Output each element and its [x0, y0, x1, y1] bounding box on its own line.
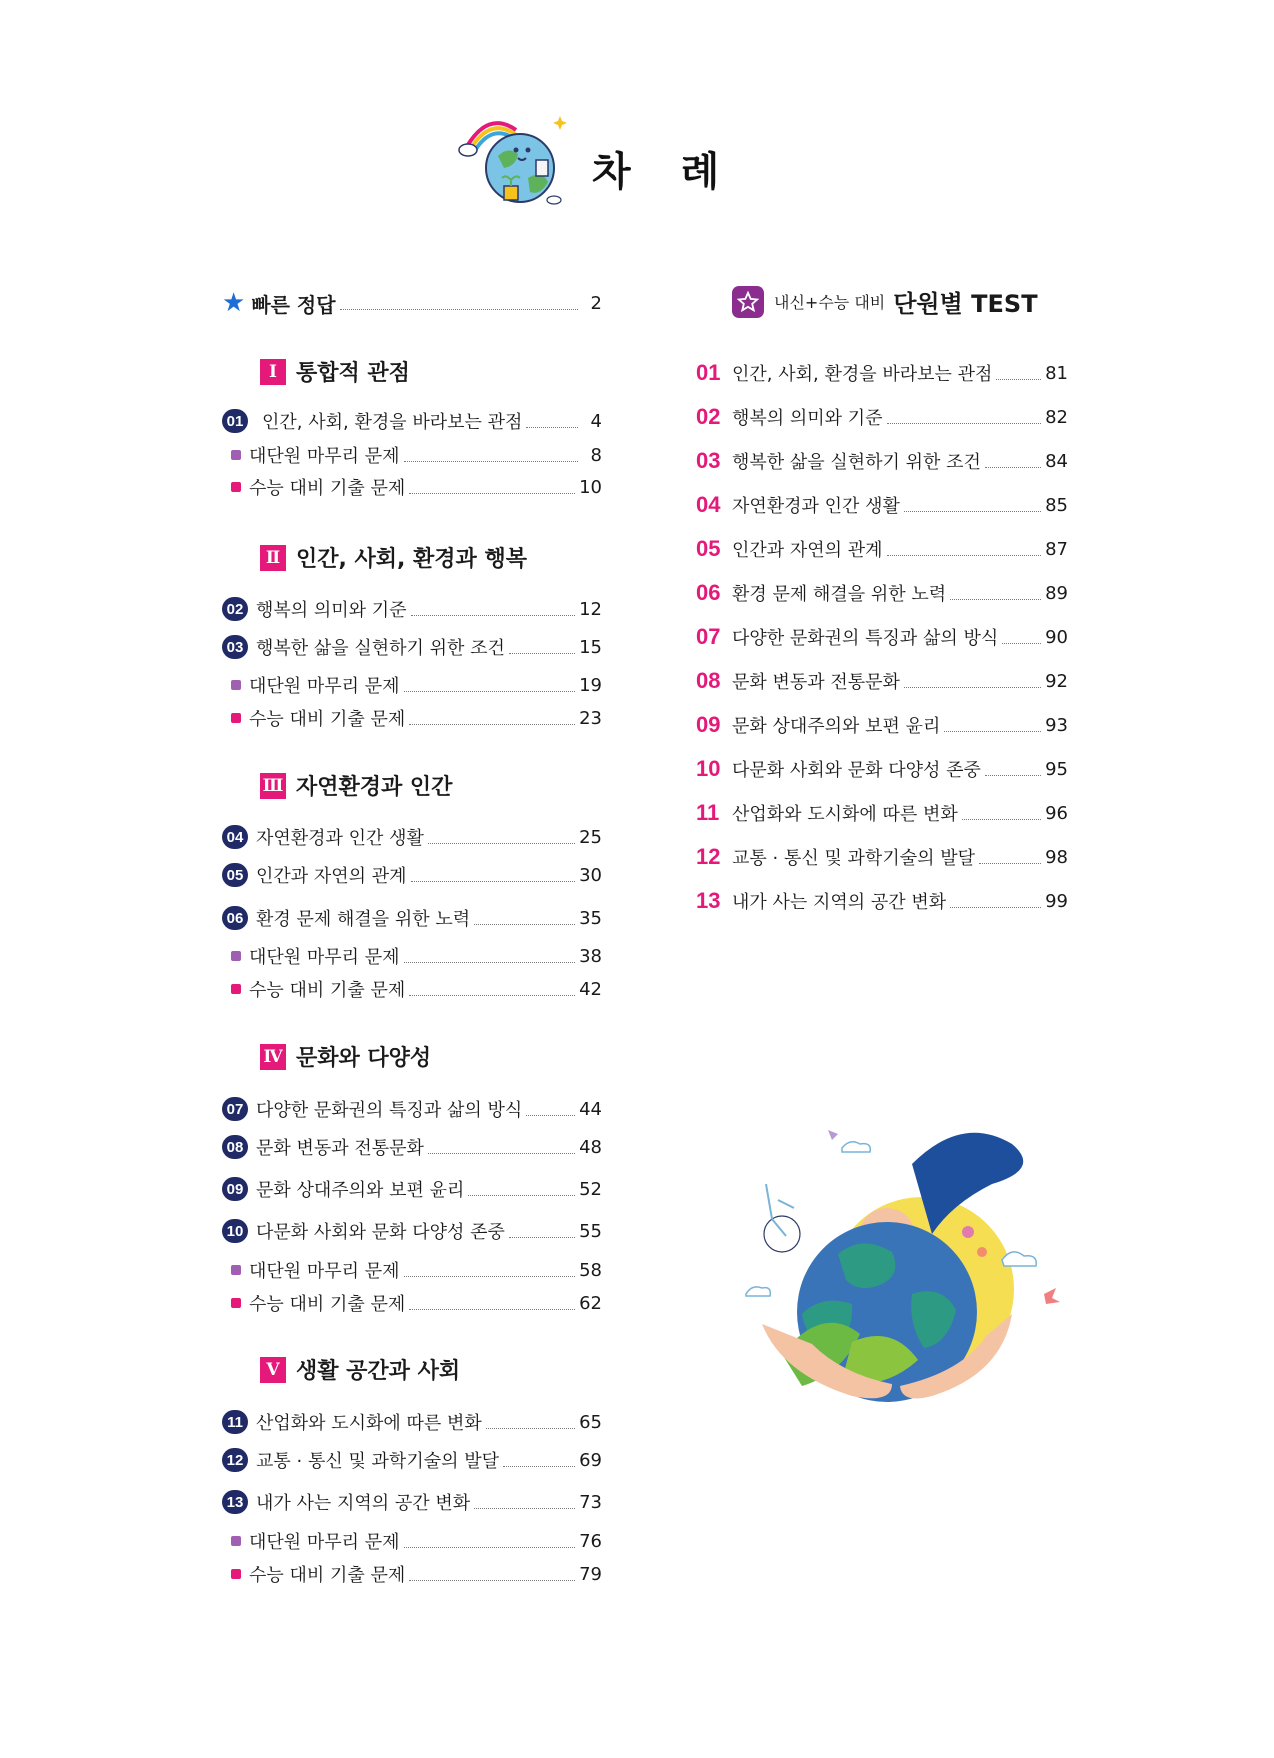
lesson-number-badge: 05 [222, 863, 248, 887]
dot-leader [411, 881, 576, 882]
entry-label: 대단원 마무리 문제 [249, 1532, 400, 1553]
test-number: 07 [696, 624, 721, 649]
entry-label: 교통 · 통신 및 과학기술의 발달 [732, 848, 975, 869]
entry-label: 다양한 문화권의 특징과 삶의 방식 [256, 1100, 523, 1121]
test-entry[interactable] [696, 402, 1068, 432]
page-number: 55 [579, 1220, 602, 1242]
test-entry[interactable] [696, 666, 1068, 696]
dot-leader [904, 687, 1041, 688]
dot-leader [404, 691, 576, 692]
test-number: 02 [696, 404, 721, 429]
entry-label: 자연환경과 인간 생활 [732, 496, 900, 517]
dot-leader [409, 1580, 575, 1581]
unit-title: 문화와 다양성 [296, 1046, 432, 1071]
test-number: 01 [696, 360, 721, 385]
dot-leader [404, 461, 578, 462]
purple-square-bullet-icon [231, 1265, 241, 1275]
test-number: 11 [696, 800, 720, 825]
entry-label: 자연환경과 인간 생활 [256, 828, 424, 849]
unit-title: 인간, 사회, 환경과 행복 [296, 547, 527, 572]
entry-label: 문화 상대주의와 보편 윤리 [732, 716, 941, 737]
page-number: 96 [1045, 802, 1068, 824]
lesson-number-badge: 06 [222, 906, 248, 930]
page-number: 69 [579, 1449, 602, 1471]
entry-label: 수능 대비 기출 문제 [249, 1294, 406, 1315]
test-number: 10 [696, 756, 721, 781]
page-number: 84 [1045, 450, 1068, 472]
entry-label: 환경 문제 해결을 위한 노력 [732, 584, 947, 605]
test-number: 09 [696, 712, 721, 737]
entry-label: 다문화 사회와 문화 다양성 존중 [256, 1222, 505, 1243]
test-section-title: 단원별 TEST [893, 290, 1038, 318]
page-number: 99 [1045, 890, 1068, 912]
dot-leader [979, 863, 1041, 864]
page-number: 48 [579, 1136, 602, 1158]
toc-entry[interactable] [222, 440, 602, 470]
toc-entry[interactable] [222, 974, 602, 1004]
entry-label: 문화 변동과 전통문화 [732, 672, 900, 693]
page-number: 92 [1045, 670, 1068, 692]
page-number: 81 [1045, 362, 1068, 384]
toc-entry[interactable] [222, 1407, 602, 1437]
page-number: 52 [579, 1178, 602, 1200]
entry-label: 산업화와 도시화에 따른 변화 [256, 1413, 482, 1434]
page-number: 95 [1045, 758, 1068, 780]
pink-square-bullet-icon [231, 713, 241, 723]
test-entry[interactable] [696, 798, 1068, 828]
toc-entry[interactable] [222, 822, 602, 852]
test-section-small-label: 내신+수능 대비 [774, 293, 886, 312]
lesson-number-badge: 10 [222, 1219, 248, 1243]
toc-entry[interactable] [222, 670, 602, 700]
entry-label: 대단원 마무리 문제 [249, 676, 400, 697]
purple-square-bullet-icon [231, 951, 241, 961]
page-number: 15 [579, 636, 602, 658]
lesson-number-badge: 09 [222, 1177, 248, 1201]
toc-entry[interactable] [222, 1445, 602, 1475]
test-entry[interactable] [696, 490, 1068, 520]
dot-leader [404, 962, 576, 963]
dot-leader [468, 1195, 575, 1196]
page-number: 25 [579, 826, 602, 848]
entry-label: 대단원 마무리 문제 [249, 446, 400, 467]
entry-label: 행복의 의미와 기준 [256, 600, 407, 621]
unit-heading-1 [260, 356, 410, 387]
dot-leader [985, 775, 1041, 776]
test-number: 13 [696, 888, 721, 913]
entry-label: 내가 사는 지역의 공간 변화 [732, 892, 947, 913]
entry-label: 대단원 마무리 문제 [249, 1261, 400, 1282]
roman-numeral-badge: Ⅳ [260, 1044, 286, 1070]
unit-title: 통합적 관점 [296, 361, 410, 386]
page-number: 89 [1045, 582, 1068, 604]
entry-label: 문화 변동과 전통문화 [256, 1138, 424, 1159]
toc-entry[interactable] [222, 632, 602, 662]
page-number: 35 [579, 907, 602, 929]
star-icon: ★ [222, 288, 246, 318]
roman-numeral-badge: Ⅱ [260, 545, 286, 571]
page-number: 30 [579, 864, 602, 886]
dot-leader [428, 843, 575, 844]
dot-leader [985, 467, 1041, 468]
quick-answer-row[interactable] [222, 288, 602, 318]
page-number: 23 [579, 707, 602, 729]
girl-hugging-earth-illustration [742, 1124, 1072, 1424]
page-number: 4 [590, 410, 602, 432]
page-number: 42 [579, 978, 602, 1000]
entry-label: 인간과 자연의 관계 [256, 866, 407, 887]
roman-numeral-badge: Ⅲ [260, 773, 286, 799]
toc-entry[interactable] [222, 1216, 602, 1246]
unit-title: 자연환경과 인간 [296, 775, 453, 800]
unit-heading-5 [260, 1354, 460, 1385]
lesson-number-badge: 12 [222, 1448, 248, 1472]
test-number: 04 [696, 492, 721, 517]
entry-label: 대단원 마무리 문제 [249, 947, 400, 968]
entry-label: 산업화와 도시화에 따른 변화 [732, 804, 958, 825]
dot-leader [428, 1153, 575, 1154]
entry-label: 다양한 문화권의 특징과 삶의 방식 [732, 628, 999, 649]
entry-label: 인간, 사회, 환경을 바라보는 관점 [262, 412, 523, 433]
toc-entry[interactable] [222, 472, 602, 502]
dot-leader [340, 309, 578, 310]
page-number: 19 [579, 674, 602, 696]
pink-square-bullet-icon [231, 1569, 241, 1579]
pink-square-bullet-icon [231, 482, 241, 492]
test-number: 08 [696, 668, 721, 693]
page-number: 44 [579, 1098, 602, 1120]
toc-entry[interactable] [222, 1255, 602, 1285]
roman-numeral-badge: Ⅴ [260, 1357, 286, 1383]
dot-leader [404, 1276, 576, 1277]
toc-entry[interactable] [222, 406, 602, 436]
dot-leader [486, 1428, 575, 1429]
toc-entry[interactable] [222, 703, 602, 733]
entry-label: 행복한 삶을 실현하기 위한 조건 [732, 452, 981, 473]
lesson-number-badge: 01 [222, 409, 248, 433]
test-entry[interactable] [696, 578, 1068, 608]
entry-label: 내가 사는 지역의 공간 변화 [256, 1493, 471, 1514]
purple-square-bullet-icon [231, 450, 241, 460]
purple-square-bullet-icon [231, 1536, 241, 1546]
toc-entry[interactable] [222, 1526, 602, 1556]
lesson-number-badge: 13 [222, 1490, 248, 1514]
entry-label: 행복한 삶을 실현하기 위한 조건 [256, 638, 505, 659]
page-number: 58 [579, 1259, 602, 1281]
page-title: 차 례 [592, 149, 738, 195]
lesson-number-badge: 08 [222, 1135, 248, 1159]
test-entry[interactable] [696, 842, 1068, 872]
entry-label: 수능 대비 기출 문제 [249, 709, 406, 730]
dot-leader [409, 1309, 575, 1310]
lesson-number-badge: 11 [222, 1410, 248, 1434]
page-number: 62 [579, 1292, 602, 1314]
dot-leader [1002, 643, 1041, 644]
toc-entry[interactable] [222, 594, 602, 624]
pink-square-bullet-icon [231, 984, 241, 994]
dot-leader [509, 1237, 575, 1238]
quick-answer-label: 빠른 정답 [251, 292, 336, 317]
page-number: 82 [1045, 406, 1068, 428]
entry-label: 수능 대비 기출 문제 [249, 478, 406, 499]
test-entry[interactable] [696, 710, 1068, 740]
entry-label: 환경 문제 해결을 위한 노력 [256, 909, 471, 930]
table-of-contents-main [222, 0, 602, 1758]
dot-leader [474, 1508, 575, 1509]
test-entry[interactable] [696, 886, 1068, 916]
dot-leader [950, 599, 1041, 600]
unit-title: 생활 공간과 사회 [296, 1359, 461, 1384]
dot-leader [509, 653, 575, 654]
test-number: 06 [696, 580, 721, 605]
test-number: 12 [696, 844, 721, 869]
dot-leader [887, 423, 1042, 424]
page-number: 90 [1045, 626, 1068, 648]
lesson-number-badge: 02 [222, 597, 248, 621]
page-number: 2 [590, 292, 602, 314]
page-number: 38 [579, 945, 602, 967]
toc-entry[interactable] [222, 860, 602, 890]
unit-heading-2 [260, 542, 527, 573]
dot-leader [409, 724, 575, 725]
page-number: 87 [1045, 538, 1068, 560]
page-number: 98 [1045, 846, 1068, 868]
toc-entry[interactable] [222, 1132, 602, 1162]
dot-leader [904, 511, 1041, 512]
entry-label: 행복의 의미와 기준 [732, 408, 883, 429]
page-number: 73 [579, 1491, 602, 1513]
dot-leader [526, 427, 578, 428]
dot-leader [887, 555, 1042, 556]
dot-leader [996, 379, 1041, 380]
toc-entry[interactable] [222, 1559, 602, 1589]
test-entry[interactable] [696, 622, 1068, 652]
page-number: 76 [579, 1530, 602, 1552]
page-number: 10 [579, 476, 602, 498]
toc-entry[interactable] [222, 1487, 602, 1517]
dot-leader [944, 731, 1041, 732]
entry-label: 다문화 사회와 문화 다양성 존중 [732, 760, 981, 781]
entry-label: 인간과 자연의 관계 [732, 540, 883, 561]
dot-leader [503, 1466, 575, 1467]
toc-entry[interactable] [222, 903, 602, 933]
dot-leader [950, 907, 1041, 908]
dot-leader [404, 1547, 576, 1548]
unit-heading-3 [260, 770, 452, 801]
page-number: 85 [1045, 494, 1068, 516]
entry-label: 인간, 사회, 환경을 바라보는 관점 [732, 364, 993, 385]
test-list [696, 0, 1068, 1758]
test-entry[interactable] [696, 754, 1068, 784]
lesson-number-badge: 04 [222, 825, 248, 849]
dot-leader [409, 995, 575, 996]
entry-label: 교통 · 통신 및 과학기술의 발달 [256, 1451, 499, 1472]
pink-square-bullet-icon [231, 1298, 241, 1308]
entry-label: 수능 대비 기출 문제 [249, 980, 406, 1001]
page-number: 8 [590, 444, 602, 466]
toc-entry[interactable] [222, 1288, 602, 1318]
toc-entry[interactable] [222, 941, 602, 971]
dot-leader [962, 819, 1041, 820]
dot-leader [526, 1115, 575, 1116]
toc-entry[interactable] [222, 1174, 602, 1204]
lesson-number-badge: 07 [222, 1097, 248, 1121]
test-entry[interactable] [696, 534, 1068, 564]
test-number: 03 [696, 448, 721, 473]
page-number: 79 [579, 1563, 602, 1585]
dot-leader [474, 924, 575, 925]
page-number: 93 [1045, 714, 1068, 736]
entry-label: 문화 상대주의와 보편 윤리 [256, 1180, 465, 1201]
test-number: 05 [696, 536, 721, 561]
roman-numeral-badge: Ⅰ [260, 359, 286, 385]
entry-label: 수능 대비 기출 문제 [249, 1565, 406, 1586]
toc-entry[interactable] [222, 1094, 602, 1124]
dot-leader [411, 615, 576, 616]
page-number: 12 [579, 598, 602, 620]
test-entry[interactable] [696, 446, 1068, 476]
test-entry[interactable] [696, 358, 1068, 388]
purple-square-bullet-icon [231, 680, 241, 690]
lesson-number-badge: 03 [222, 635, 248, 659]
page-number: 65 [579, 1411, 602, 1433]
dot-leader [409, 493, 575, 494]
unit-heading-4 [260, 1041, 431, 1072]
